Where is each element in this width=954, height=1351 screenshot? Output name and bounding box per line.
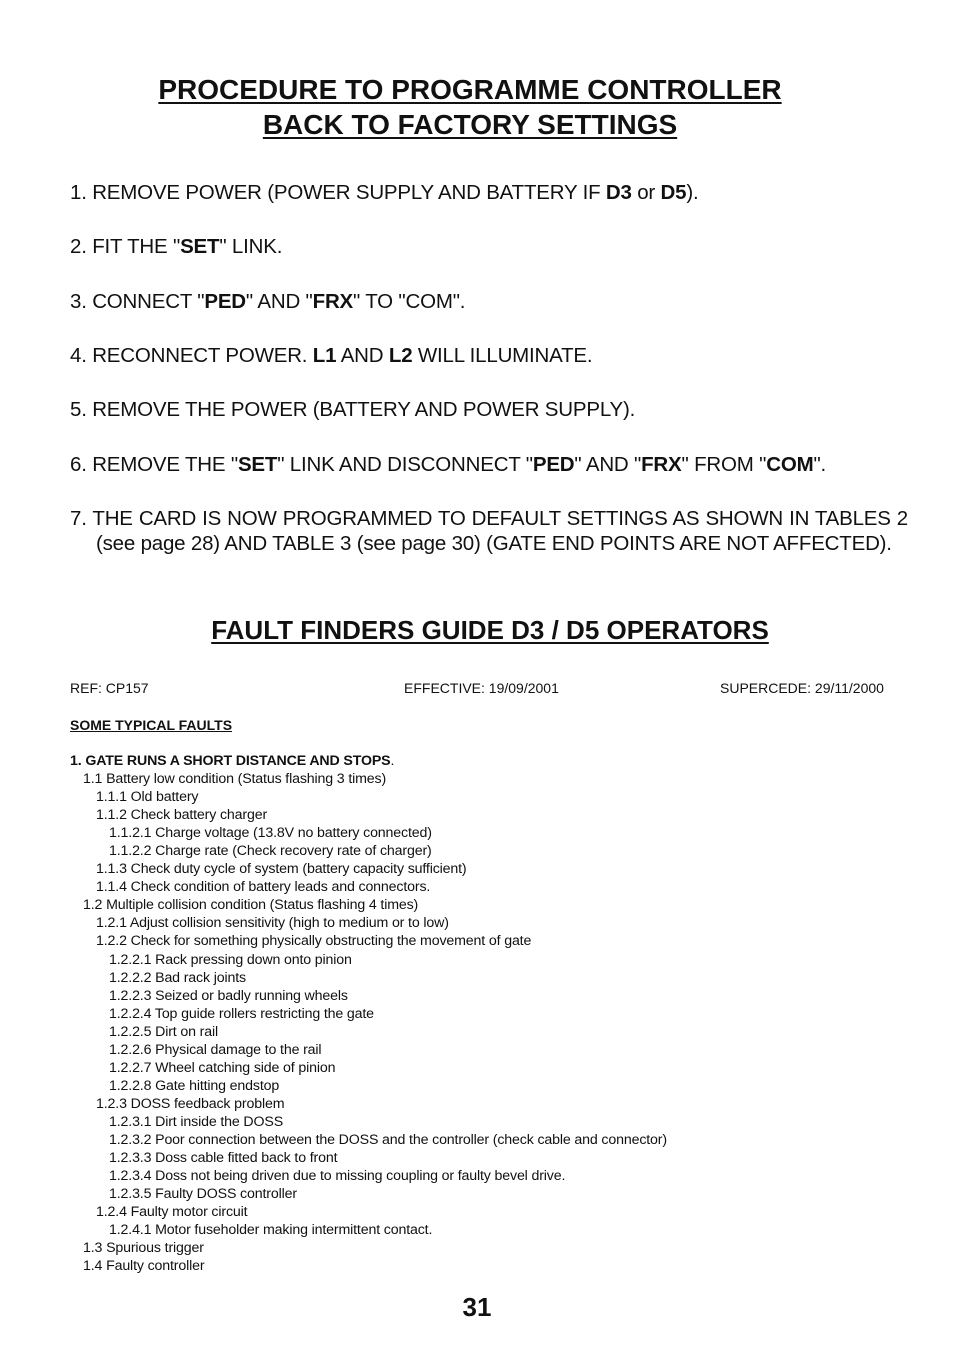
step-text: " TO "COM". bbox=[353, 290, 466, 313]
step-keyword: SET bbox=[180, 235, 220, 258]
step-text: ). bbox=[686, 181, 699, 204]
fault-item: 1.2.3.2 Poor connection between the DOSS and the controller (check cable and connector) bbox=[109, 1131, 667, 1148]
procedure-step-2 bbox=[70, 234, 908, 259]
step-text: WILL ILLUMINATE. bbox=[412, 344, 593, 367]
ref-label: REF: CP157 bbox=[70, 680, 149, 696]
fault-list bbox=[70, 752, 920, 1275]
period: . bbox=[390, 753, 395, 769]
fault-item: 1.2.3.4 Doss not being driven due to missing coupling or faulty bevel drive. bbox=[109, 1168, 566, 1185]
procedure-step-3 bbox=[70, 289, 908, 314]
step-text: AND bbox=[336, 344, 389, 367]
step-keyword: L1 bbox=[312, 344, 337, 367]
fault-item: 1.1.3 Check duty cycle of system (battery capacity sufficient) bbox=[96, 861, 467, 878]
step-keyword: L2 bbox=[388, 344, 413, 367]
step-text: " FROM " bbox=[681, 453, 767, 476]
procedure-step-6 bbox=[70, 452, 908, 477]
fault-item: 1.2.2.4 Top guide rollers restricting the gate bbox=[109, 1005, 374, 1022]
step-text: ". bbox=[813, 453, 827, 476]
step-text: 4. RECONNECT POWER. bbox=[70, 344, 313, 367]
fault-item: 1.1.1 Old battery bbox=[96, 789, 199, 806]
fault-item: 1.3 Spurious trigger bbox=[83, 1240, 204, 1257]
step-keyword: SET bbox=[237, 453, 278, 476]
fault-item: 1.2.3 DOSS feedback problem bbox=[96, 1095, 285, 1112]
procedure-step-5 bbox=[70, 397, 908, 422]
step-text: 7. THE CARD IS NOW PROGRAMMED TO DEFAULT SETTINGS AS SHOWN IN TABLES 2 (see page 28) AND TABLE 3 (see page 30) (GATE END POINTS ARE NOT AFFECTED). bbox=[70, 507, 908, 555]
fault-item: 1.1.2.1 Charge voltage (13.8V no battery connected) bbox=[109, 825, 432, 842]
fault-item: 1.1 Battery low condition (Status flashing 3 times) bbox=[83, 771, 387, 788]
procedure-step-1 bbox=[70, 180, 908, 205]
fault-item: 1.2.1 Adjust collision sensitivity (high to medium or to low) bbox=[96, 915, 449, 932]
step-text: " LINK. bbox=[219, 235, 283, 258]
fault-item: 1.2.2.5 Dirt on rail bbox=[109, 1023, 218, 1040]
step-text: 3. CONNECT " bbox=[70, 290, 205, 313]
step-keyword: PED bbox=[532, 453, 575, 476]
procedure-step-7 bbox=[70, 506, 908, 556]
fault-guide-title: FAULT FINDERS GUIDE D3 / D5 OPERATORS bbox=[211, 615, 769, 645]
step-text: 1. REMOVE POWER (POWER SUPPLY AND BATTERY IF bbox=[70, 181, 606, 204]
step-text: " AND " bbox=[245, 290, 313, 313]
step-text: 5. REMOVE THE POWER (BATTERY AND POWER SUPPLY). bbox=[70, 398, 636, 421]
fault-item: 1.1.2 Check battery charger bbox=[96, 807, 268, 824]
fault-item: 1.2.3.1 Dirt inside the DOSS bbox=[109, 1113, 284, 1130]
procedure-title-line2: BACK TO FACTORY SETTINGS bbox=[262, 109, 678, 140]
procedure-step-4 bbox=[70, 343, 908, 368]
fault-item: 1.1.2.2 Charge rate (Check recovery rate of charger) bbox=[109, 843, 432, 860]
fault-item: 1.2.2.7 Wheel catching side of pinion bbox=[109, 1059, 336, 1076]
procedure-title-line1: PROCEDURE TO PROGRAMME CONTROLLER bbox=[158, 74, 782, 105]
step-keyword: D3 bbox=[605, 181, 632, 204]
step-keyword: PED bbox=[204, 290, 246, 313]
page-number: 31 bbox=[462, 1292, 492, 1322]
step-text: 6. REMOVE THE " bbox=[70, 453, 238, 476]
step-text: 2. FIT THE " bbox=[70, 235, 181, 258]
fault-item: 1.2.4.1 Motor fuseholder making intermittent contact. bbox=[109, 1222, 433, 1239]
fault-item: 1.2.2.3 Seized or badly running wheels bbox=[109, 987, 348, 1004]
effective-date: EFFECTIVE: 19/09/2001 bbox=[404, 680, 559, 696]
step-keyword: FRX bbox=[312, 290, 354, 313]
step-keyword: FRX bbox=[641, 453, 682, 476]
supercede-date: SUPERCEDE: 29/11/2000 bbox=[720, 680, 884, 696]
section-heading: SOME TYPICAL FAULTS bbox=[70, 717, 233, 733]
fault-item: 1.2.3.3 Doss cable fitted back to front bbox=[109, 1150, 338, 1167]
step-text: " LINK AND DISCONNECT " bbox=[277, 453, 533, 476]
fault-item: 1.2.2 Check for something physically obstructing the movement of gate bbox=[96, 933, 532, 950]
fault-item: 1.2.4 Faulty motor circuit bbox=[96, 1204, 248, 1221]
step-text: or bbox=[631, 181, 661, 204]
step-keyword: COM bbox=[766, 453, 814, 476]
fault-item: 1.2.2.6 Physical damage to the rail bbox=[109, 1041, 322, 1058]
fault-item: 1.4 Faulty controller bbox=[83, 1258, 205, 1275]
fault-item: 1. GATE RUNS A SHORT DISTANCE AND STOPS. bbox=[70, 753, 395, 769]
fault-item: 1.1.4 Check condition of battery leads and connectors. bbox=[96, 879, 431, 896]
fault-item: 1.2.2.1 Rack pressing down onto pinion bbox=[109, 951, 352, 968]
fault-item: 1.2 Multiple collision condition (Status flashing 4 times) bbox=[83, 897, 419, 914]
fault-item: 1.2.2.2 Bad rack joints bbox=[109, 969, 246, 986]
step-keyword: D5 bbox=[660, 181, 687, 204]
fault-item: 1.2.2.8 Gate hitting endstop bbox=[109, 1077, 280, 1094]
fault-item: 1.2.3.5 Faulty DOSS controller bbox=[109, 1186, 297, 1203]
step-text: " AND " bbox=[574, 453, 642, 476]
